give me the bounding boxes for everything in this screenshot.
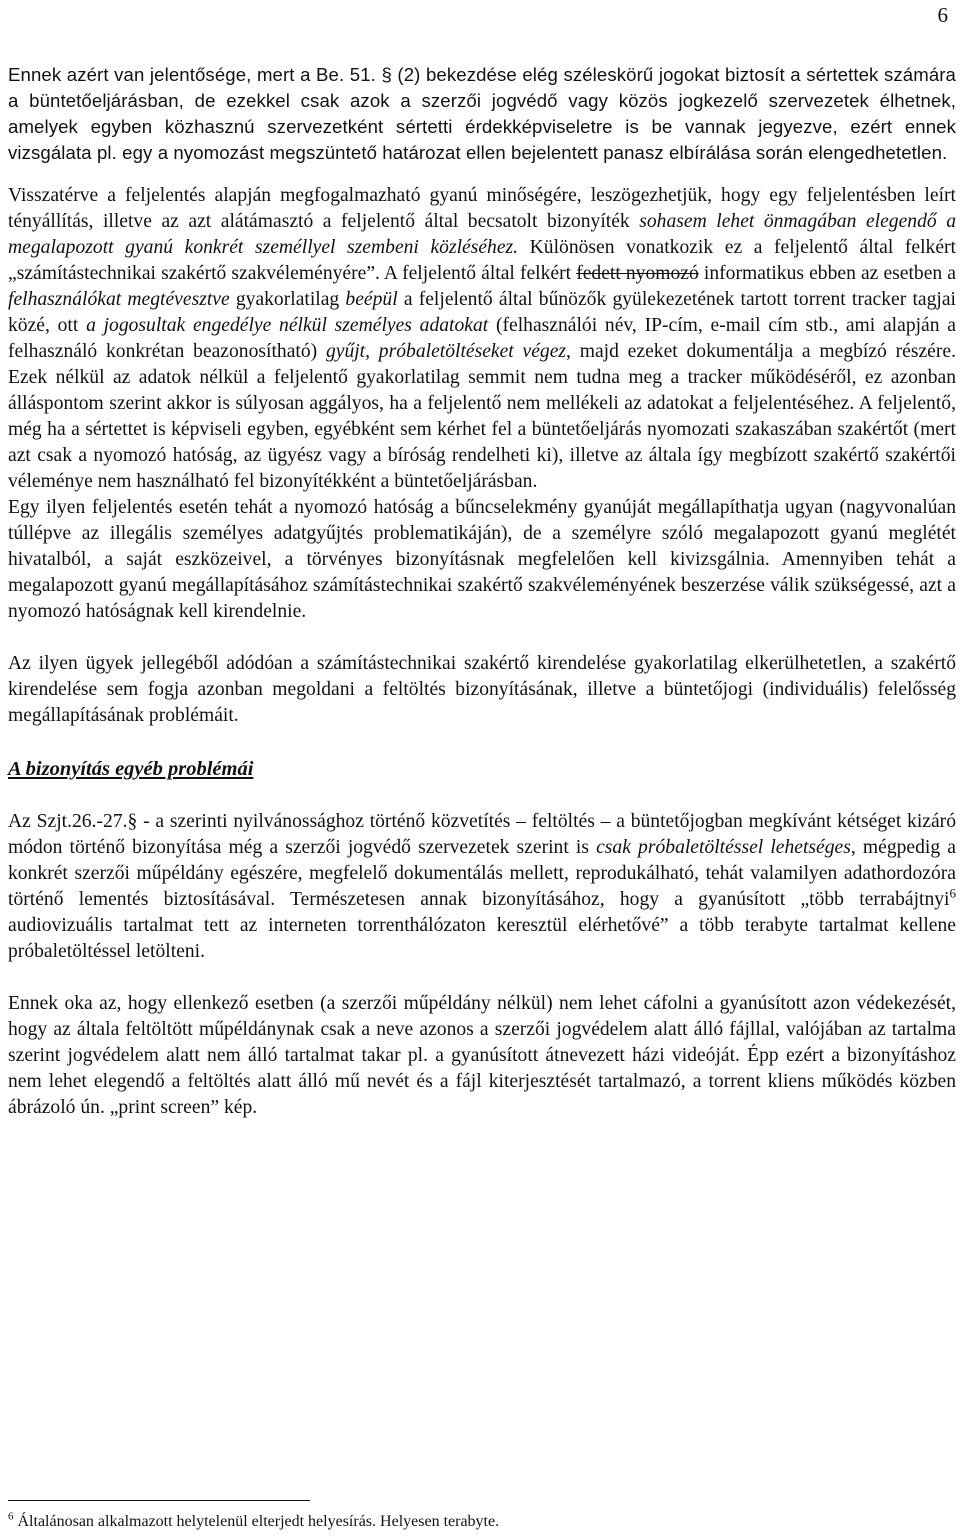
paragraph-2-text-6: (felhasználói név, IP-cím, e-mail cím stb., ami alapján a felhasználó konkrétan beazonosítható) — [8, 315, 956, 362]
paragraph-6 — [8, 991, 956, 1121]
document-body — [8, 62, 956, 1121]
footnote — [8, 1511, 499, 1533]
paragraph-2-text-2: Különösen vonatkozik ez a feljelentő által felkért „számítástechnikai szakértő szakvéleményére”. A feljelentő által felkért — [8, 237, 956, 284]
paragraph-2-strikethrough: fedett nyomozó — [576, 263, 699, 284]
paragraph-2-text-7: , majd ezeket dokumentálja a megbízó részére. Ezek nélkül az adatok nélkül a feljelentő gyakorlatilag semmit nem tudna meg a tracker működéséről, ez azonban álláspontom szerint akkor is súlyosan aggályos, ha a feljelentő nem mellékeli az adatokat a feljelentéséhez. A feljelentő, még ha a sértettet is képviseli egyben, egyébként sem kérhet fel a büntetőeljárás nyomozati szakaszában szakértőt (mert azt csak a nyomozó hatóság, az ügyész vagy a bíróság rendelheti ki), illetve az általa így megbízott szakértő szakértői véleménye nem használható fel bizonyítékként a büntetőeljárásban. — [8, 341, 956, 492]
paragraph-6-text: Ennek oka az, hogy ellenkező esetben (a szerzői műpéldány nélkül) nem lehet cáfolni a gyanúsított azon védekezését, hogy az általa feltöltött műpéldánynak csak a neve azonos a szerzői jogvédelem alatt álló fájllal, valójában az tartalma szerint jogvédelem alatt nem álló tartalmat takar pl. a gyanúsított átnevezett házi videóját. Épp ezért a bizonyításhoz nem lehet elegendő a feltöltés alatt álló mű nevét és a fájl kiterjesztését tartalmazó, a torrent kliens működés közben ábrázoló ún. „print screen” kép. — [8, 993, 956, 1118]
paragraph-2-italic-2: felhasználókat megtévesztve — [8, 289, 230, 310]
footnote-reference[interactable]: 6 — [949, 885, 956, 901]
paragraph-2 — [8, 183, 956, 495]
paragraph-3-text: Egy ilyen feljelentés esetén tehát a nyomozó hatóság a bűncselekmény gyanúját megállapíthatja ugyan (nagyvonalúan túllépve az illegális személyes adatgyűjtés problematikáján), de a személyre szóló megalapozott gyanú meglétét hivatalból, a saját eszközeivel, a törvényes bizonyításnak megfelelően kell kivizsgálnia. Amennyiben tehát a megalapozott gyanú megállapításához számítástechnikai szakértő szakvéleményének beszerzése válik szükségessé, azt a nyomozó hatóságnak kell kirendelnie. — [8, 497, 956, 622]
paragraph-2-text-3: informatikus ebben az esetben a — [698, 263, 956, 284]
paragraph-5-text-1: Az Szjt.26.-27.§ - a szerinti nyilvánossághoz történő közvetítés – feltöltés – a büntetőjogban megkívánt kétséget kizáró módon történő bizonyítása még a szerzői jogvédő szervezetek szerint is — [8, 811, 956, 858]
paragraph-2-text-1: Visszatérve a feljelentés alapján megfogalmazható gyanú minőségére, leszögezhetjük, hogy egy feljelentésben leírt tényállítás, illetve az azt alátámasztó a feljelentő által becsatolt bizonyíték — [8, 185, 956, 232]
paragraph-2-text-5: a feljelentő által bűnözők gyülekezetének tartott torrent tracker tagjai közé, ott — [8, 289, 956, 336]
footnote-number: 6 — [8, 1510, 14, 1523]
footnote-text: Általánosan alkalmazott helytelenül elterjedt helyesírás. Helyesen terabyte. — [13, 1513, 500, 1530]
footnote-separator — [8, 1500, 310, 1501]
paragraph-3 — [8, 495, 956, 625]
paragraph-5-text-2: , mégpedig a konkrét szerzői műpéldány egészére, megfelelő dokumentálás mellett, reprodukálható, tehát valamilyen adathordozóra történő lementés biztosításával. Természetesen annak bizonyításához, hogy a gyanúsított „több terrabájtnyi — [8, 837, 956, 910]
paragraph-1 — [8, 62, 956, 166]
paragraph-5-italic-1: csak próbaletöltéssel lehetséges — [596, 837, 851, 858]
paragraph-1-text: Ennek azért van jelentősége, mert a Be. 51. § (2) bekezdése elég széleskörű jogokat biztosít a sértettek számára a büntetőeljárásban, de ezekkel csak azok a szerzői jogvédő vagy közös jogkezelő szervezetek élhetnek, amelyek egyben közhasznú szervezetként sértetti érdekképviseletre is be vannak jegyezve, ezért ennek vizsgálata pl. egy a nyomozást megszüntető határozat ellen bejelentett panasz elbírálása során elengedhetetlen. — [8, 64, 956, 163]
document-page — [8, 0, 956, 1538]
paragraph-2-italic-3: beépül — [345, 289, 398, 310]
paragraph-4 — [8, 651, 956, 729]
paragraph-2-text-4: gyakorlatilag — [229, 289, 346, 310]
paragraph-2-italic-5: gyűjt, próbaletöltéseket végez — [325, 341, 567, 362]
paragraph-5 — [8, 809, 956, 965]
paragraph-4-text: Az ilyen ügyek jellegéből adódóan a számítástechnikai szakértő kirendelése gyakorlatilag elkerülhetetlen, a szakértő kirendelése sem fogja azonban megoldani a feltöltés bizonyításának, illetve a büntetőjogi (individuális) felelősség megállapításának problémáit. — [8, 653, 956, 726]
section-heading: A bizonyítás egyéb problémái — [8, 758, 254, 780]
page-number: 6 — [937, 3, 948, 27]
paragraph-2-italic-4: a jogosultak engedélye nélkül személyes adatokat — [86, 315, 489, 336]
paragraph-2-italic-1: sohasem lehet önmagában elegendő a megalapozott gyanú konkrét személlyel szembeni közléséhez. — [8, 211, 956, 258]
paragraph-5-text-3: audiovizuális tartalmat tett az interneten torrenthálózaton keresztül elérhetővé” a több terabyte tartalmat kellene próbaletöltéssel letölteni. — [8, 915, 956, 962]
